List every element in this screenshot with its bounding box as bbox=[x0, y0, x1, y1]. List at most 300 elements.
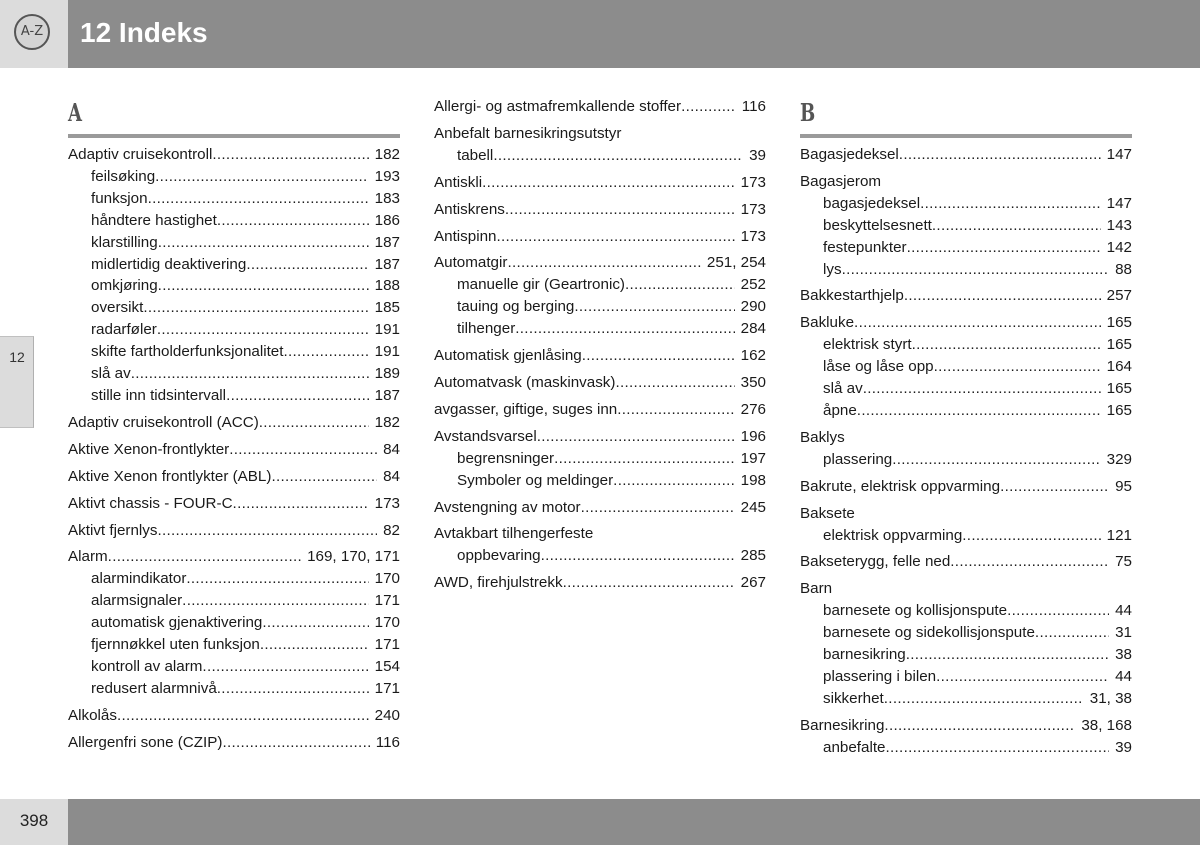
index-subentry[interactable] bbox=[68, 319, 400, 341]
entry-label: tilhenger bbox=[457, 320, 516, 338]
index-subentry[interactable] bbox=[68, 612, 400, 634]
dot-leader bbox=[131, 363, 369, 385]
page-ref: 285 bbox=[740, 547, 766, 565]
page-ref: 84 bbox=[383, 440, 400, 458]
dot-leader bbox=[857, 400, 1101, 422]
index-entry-main[interactable] bbox=[800, 171, 1132, 193]
index-entry-main[interactable] bbox=[800, 503, 1132, 525]
page-ref: 147 bbox=[1106, 146, 1132, 163]
page-ref: 267 bbox=[740, 574, 766, 592]
page-ref: 173 bbox=[740, 227, 766, 245]
entry-label: Aktive Xenon-frontlykter bbox=[68, 440, 230, 458]
dot-leader bbox=[932, 215, 1101, 237]
entry-label: plassering bbox=[823, 450, 893, 468]
index-subentry[interactable] bbox=[800, 259, 1132, 281]
page-ref: 182 bbox=[374, 413, 400, 431]
index-subentry[interactable] bbox=[68, 634, 400, 656]
index-entry bbox=[68, 412, 400, 434]
entry-label: Automatisk gjenlåsing bbox=[434, 347, 582, 365]
dot-leader bbox=[613, 470, 734, 492]
index-entry bbox=[68, 493, 400, 515]
dot-leader bbox=[884, 688, 1084, 710]
entry-label: Anbefalt barnesikringsutstyr bbox=[434, 124, 622, 142]
page-ref: 198 bbox=[740, 471, 766, 489]
index-subentry[interactable] bbox=[68, 656, 400, 678]
header-icon-box bbox=[0, 0, 68, 68]
entry-label: stille inn tidsintervall bbox=[91, 386, 227, 404]
entry-label: Antiskli bbox=[434, 173, 483, 191]
dot-leader bbox=[515, 318, 734, 340]
letter-heading-text: A bbox=[68, 98, 82, 127]
page-ref: 191 bbox=[374, 343, 400, 361]
index-entry-main[interactable] bbox=[434, 123, 766, 145]
page-ref: 193 bbox=[374, 167, 400, 185]
index-entry bbox=[434, 426, 766, 492]
dot-leader bbox=[904, 285, 1101, 307]
entry-label: Bagasjerom bbox=[800, 172, 882, 190]
entry-label: Aktivt fjernlys bbox=[68, 521, 158, 539]
page-ref: 191 bbox=[374, 321, 400, 339]
index-subentry[interactable] bbox=[434, 274, 766, 296]
index-entry-main[interactable] bbox=[800, 578, 1132, 600]
dot-leader bbox=[222, 732, 369, 754]
dot-leader bbox=[186, 568, 368, 590]
index-subentry[interactable] bbox=[800, 237, 1132, 259]
index-entry-main[interactable] bbox=[68, 144, 400, 166]
page-number-box bbox=[0, 799, 68, 845]
dot-leader bbox=[936, 666, 1109, 688]
dot-leader bbox=[625, 274, 735, 296]
index-subentry[interactable] bbox=[434, 545, 766, 567]
entry-label: Avstandsvarsel bbox=[434, 427, 537, 445]
entry-label: midlertidig deaktivering bbox=[91, 255, 247, 273]
entry-label: kontroll av alarm bbox=[91, 657, 203, 675]
index-entry bbox=[800, 285, 1132, 307]
index-entry-main[interactable] bbox=[800, 476, 1132, 498]
index-entry bbox=[434, 497, 766, 519]
index-entry bbox=[800, 144, 1132, 166]
dot-leader bbox=[892, 449, 1100, 471]
index-entry-main[interactable] bbox=[68, 546, 400, 568]
index-entry bbox=[68, 732, 400, 754]
entry-label: anbefalte bbox=[823, 738, 886, 756]
index-entry bbox=[800, 551, 1132, 573]
page-ref: 183 bbox=[374, 189, 400, 207]
dot-leader bbox=[217, 678, 369, 700]
index-subentry[interactable] bbox=[68, 590, 400, 612]
index-subentry[interactable] bbox=[800, 644, 1132, 666]
index-subentry[interactable] bbox=[434, 145, 766, 167]
entry-label: manuelle gir (Geartronic) bbox=[457, 276, 625, 294]
dot-leader bbox=[158, 275, 369, 297]
dot-leader bbox=[886, 737, 1110, 759]
dot-leader bbox=[1007, 600, 1109, 622]
index-entry-main[interactable] bbox=[434, 96, 766, 118]
index-entry bbox=[434, 345, 766, 367]
dot-leader bbox=[962, 525, 1100, 547]
dot-leader bbox=[271, 466, 377, 488]
index-subentry[interactable] bbox=[68, 210, 400, 232]
page-ref: 171 bbox=[374, 636, 400, 654]
dot-leader bbox=[899, 144, 1101, 166]
page-ref: 350 bbox=[740, 373, 766, 391]
dot-leader bbox=[202, 656, 368, 678]
index-entry bbox=[800, 171, 1132, 281]
chapter-tab-label: 12 bbox=[9, 349, 25, 365]
index-subentry[interactable] bbox=[68, 254, 400, 276]
letter-heading-text: B bbox=[800, 98, 816, 127]
entry-label: Allergenfri sone (CZIP) bbox=[68, 733, 223, 751]
letter-heading bbox=[800, 96, 1132, 138]
index-subentry[interactable] bbox=[68, 568, 400, 590]
page-ref: 39 bbox=[749, 146, 766, 164]
entry-label: Adaptiv cruisekontroll bbox=[68, 146, 213, 163]
entry-label: slå av bbox=[823, 380, 863, 398]
index-subentry[interactable] bbox=[68, 385, 400, 407]
entry-label: Avtakbart tilhengerfeste bbox=[434, 525, 594, 543]
index-entry-main[interactable] bbox=[68, 412, 400, 434]
index-subentry[interactable] bbox=[800, 737, 1132, 759]
index-entry-main[interactable] bbox=[68, 705, 400, 727]
index-subentry[interactable] bbox=[800, 356, 1132, 378]
page-ref: 164 bbox=[1106, 358, 1132, 376]
entry-label: automatisk gjenaktivering bbox=[91, 614, 263, 632]
entry-label: låse og låse opp bbox=[823, 358, 934, 376]
index-subentry[interactable] bbox=[800, 449, 1132, 471]
index-entry-main[interactable] bbox=[434, 199, 766, 221]
dot-leader bbox=[226, 385, 369, 407]
entry-label: håndtere hastighet bbox=[91, 211, 217, 229]
page-ref: 188 bbox=[374, 277, 400, 295]
page-title: 12 Indeks bbox=[80, 17, 208, 48]
index-entry bbox=[68, 705, 400, 727]
index-entry-main[interactable] bbox=[434, 426, 766, 448]
index-entry bbox=[434, 523, 766, 567]
page-ref: 44 bbox=[1115, 667, 1132, 685]
page-ref: 84 bbox=[383, 467, 400, 485]
entry-label: Automatgir bbox=[434, 254, 508, 272]
index-entry-main[interactable] bbox=[800, 312, 1132, 334]
page-ref: 165 bbox=[1106, 314, 1132, 332]
page-footer bbox=[0, 799, 1200, 845]
letter-heading bbox=[68, 96, 400, 138]
entry-label: Bakrute, elektrisk oppvarming bbox=[800, 477, 1001, 495]
index-subentry[interactable] bbox=[68, 363, 400, 385]
dot-leader bbox=[283, 341, 368, 363]
page-ref: 186 bbox=[374, 211, 400, 229]
index-entry-main[interactable] bbox=[68, 466, 400, 488]
index-entry-main[interactable] bbox=[68, 439, 400, 461]
page-ref: 185 bbox=[374, 299, 400, 317]
index-entry-main[interactable] bbox=[800, 285, 1132, 307]
entry-label: barnesikring bbox=[823, 646, 906, 664]
page-header bbox=[0, 0, 1200, 68]
entry-label: beskyttelsesnett bbox=[823, 216, 932, 234]
index-entry-main[interactable] bbox=[68, 520, 400, 542]
page-ref: 39 bbox=[1115, 738, 1132, 756]
entry-label: alarmsignaler bbox=[91, 592, 183, 610]
entry-label: funksjon bbox=[91, 189, 148, 207]
entry-label: oppbevaring bbox=[457, 547, 541, 565]
entry-label: Baksete bbox=[800, 504, 855, 522]
dot-leader bbox=[563, 572, 735, 594]
dot-leader bbox=[541, 545, 735, 567]
entry-label: radarføler bbox=[91, 321, 157, 339]
page-ref: 31, 38 bbox=[1089, 689, 1132, 707]
dot-leader bbox=[574, 296, 734, 318]
entry-label: Adaptiv cruisekontroll (ACC) bbox=[68, 413, 259, 431]
dot-leader bbox=[108, 546, 301, 568]
page-ref: 276 bbox=[740, 400, 766, 418]
entry-label: festepunkter bbox=[823, 238, 907, 256]
page-ref: 38, 168 bbox=[1081, 716, 1132, 734]
dot-leader bbox=[582, 345, 735, 367]
entry-label: Symboler og meldinger bbox=[457, 471, 614, 489]
dot-leader bbox=[907, 237, 1101, 259]
entry-label: Bakkestarthjelp bbox=[800, 287, 904, 305]
page-ref: 143 bbox=[1106, 216, 1132, 234]
page-ref: 95 bbox=[1115, 477, 1132, 495]
entry-label: elektrisk oppvarming bbox=[823, 526, 963, 544]
entry-label: omkjøring bbox=[91, 277, 158, 295]
page-ref: 44 bbox=[1115, 602, 1132, 620]
page-ref: 170 bbox=[374, 570, 400, 588]
dot-leader bbox=[496, 226, 734, 248]
page-ref: 240 bbox=[374, 706, 400, 724]
index-subentry[interactable] bbox=[68, 232, 400, 254]
index-subentry[interactable] bbox=[68, 166, 400, 188]
index-entry bbox=[68, 466, 400, 488]
page-ref: 142 bbox=[1106, 238, 1132, 256]
dot-leader bbox=[182, 590, 368, 612]
index-entry-main[interactable] bbox=[434, 572, 766, 594]
chapter-tab[interactable] bbox=[0, 336, 34, 428]
entry-label: Bakseterygg, felle ned bbox=[800, 553, 951, 571]
page-ref: 75 bbox=[1115, 553, 1132, 571]
dot-leader bbox=[505, 199, 735, 221]
index-subentry[interactable] bbox=[434, 318, 766, 340]
dot-leader bbox=[217, 210, 369, 232]
index-subentry[interactable] bbox=[434, 470, 766, 492]
index-entry bbox=[434, 252, 766, 340]
index-subentry[interactable] bbox=[800, 666, 1132, 688]
entry-label: klarstilling bbox=[91, 233, 158, 251]
page-ref: 165 bbox=[1106, 336, 1132, 354]
dot-leader bbox=[157, 319, 369, 341]
index-entry-main[interactable] bbox=[800, 144, 1132, 166]
page-ref: 251, 254 bbox=[706, 254, 766, 272]
page-ref: 173 bbox=[740, 200, 766, 218]
dot-leader bbox=[863, 378, 1101, 400]
index-subentry[interactable] bbox=[800, 400, 1132, 422]
page-ref: 116 bbox=[741, 98, 766, 115]
page-ref: 290 bbox=[740, 298, 766, 316]
index-entry-main[interactable] bbox=[434, 497, 766, 519]
entry-label: Antispinn bbox=[434, 227, 497, 245]
page-ref: 196 bbox=[740, 427, 766, 445]
index-column-middle bbox=[434, 96, 766, 594]
entry-label: skifte fartholderfunksjonalitet bbox=[91, 343, 284, 361]
page-ref: 116 bbox=[375, 733, 400, 751]
entry-label: barnesete og kollisjonspute bbox=[823, 602, 1008, 620]
dot-leader bbox=[842, 259, 1110, 281]
index-subentry[interactable] bbox=[68, 341, 400, 363]
index-entry bbox=[800, 312, 1132, 422]
index-subentry[interactable] bbox=[800, 622, 1132, 644]
index-entry-main[interactable] bbox=[434, 226, 766, 248]
index-entry bbox=[434, 372, 766, 394]
entry-label: åpne bbox=[823, 401, 857, 419]
dot-leader bbox=[262, 612, 368, 634]
entry-label: sikkerhet bbox=[823, 689, 884, 707]
index-entry-main[interactable] bbox=[434, 399, 766, 421]
entry-label: barnesete og sidekollisjonspute bbox=[823, 624, 1035, 642]
page-ref: 173 bbox=[740, 173, 766, 191]
index-column-a bbox=[68, 96, 400, 754]
index-entry-main[interactable] bbox=[434, 372, 766, 394]
dot-leader bbox=[854, 312, 1101, 334]
dot-leader bbox=[681, 96, 736, 118]
index-entry bbox=[800, 715, 1132, 759]
page-ref: 82 bbox=[383, 521, 400, 539]
index-entry bbox=[68, 520, 400, 542]
page-ref: 171 bbox=[374, 592, 400, 610]
entry-label: Bagasjedeksel bbox=[800, 146, 899, 163]
index-entry bbox=[68, 144, 400, 407]
page-ref: 257 bbox=[1106, 287, 1132, 305]
page-ref: 187 bbox=[374, 386, 400, 404]
entry-label: Alarm bbox=[68, 548, 108, 566]
page-ref: 187 bbox=[374, 255, 400, 273]
index-entry-main[interactable] bbox=[434, 523, 766, 545]
index-subentry[interactable] bbox=[800, 688, 1132, 710]
index-entry bbox=[68, 439, 400, 461]
index-column-b bbox=[800, 96, 1132, 759]
index-subentry[interactable] bbox=[800, 215, 1132, 237]
entry-label: alarmindikator bbox=[91, 570, 187, 588]
entry-label: Aktive Xenon frontlykter (ABL) bbox=[68, 467, 272, 485]
dot-leader bbox=[507, 252, 700, 274]
index-entry-main[interactable] bbox=[434, 345, 766, 367]
dot-leader bbox=[1035, 622, 1109, 644]
index-entry-main[interactable] bbox=[800, 715, 1132, 737]
index-entry bbox=[800, 503, 1132, 547]
index-entry bbox=[434, 123, 766, 167]
dot-leader bbox=[912, 334, 1101, 356]
index-entry bbox=[800, 476, 1132, 498]
entry-label: Barn bbox=[800, 580, 833, 598]
dot-leader bbox=[157, 520, 377, 542]
index-entry-main[interactable] bbox=[434, 172, 766, 194]
entry-label: AWD, firehjulstrekk bbox=[434, 574, 563, 592]
dot-leader bbox=[155, 166, 369, 188]
entry-label: begrensninger bbox=[457, 449, 555, 467]
index-entry bbox=[434, 399, 766, 421]
index-subentry[interactable] bbox=[800, 378, 1132, 400]
index-subentry[interactable] bbox=[800, 600, 1132, 622]
entry-label: fjernnøkkel uten funksjon bbox=[91, 636, 260, 654]
entry-label: Automatvask (maskinvask) bbox=[434, 373, 616, 391]
dot-leader bbox=[259, 412, 369, 434]
entry-label: Baklys bbox=[800, 428, 845, 446]
index-entry-main[interactable] bbox=[68, 732, 400, 754]
index-entry bbox=[800, 427, 1132, 471]
index-entry-main[interactable] bbox=[68, 493, 400, 515]
page-ref: 252 bbox=[740, 276, 766, 294]
page-ref: 169, 170, 171 bbox=[307, 548, 400, 566]
index-subentry[interactable] bbox=[68, 297, 400, 319]
entry-label: oversikt bbox=[91, 299, 144, 317]
entry-label: feilsøking bbox=[91, 167, 156, 185]
dot-leader bbox=[482, 172, 735, 194]
page-ref: 121 bbox=[1106, 526, 1132, 544]
page-ref: 162 bbox=[740, 347, 766, 365]
page-ref: 165 bbox=[1106, 401, 1132, 419]
dot-leader bbox=[229, 439, 377, 461]
index-entry bbox=[434, 199, 766, 221]
index-subentry[interactable] bbox=[800, 334, 1132, 356]
entry-label: lys bbox=[823, 260, 842, 278]
dot-leader bbox=[615, 372, 734, 394]
dot-leader bbox=[158, 232, 369, 254]
dot-leader bbox=[950, 551, 1109, 573]
dot-leader bbox=[920, 193, 1101, 215]
page-ref: 182 bbox=[374, 146, 400, 163]
page-ref: 38 bbox=[1115, 646, 1132, 664]
index-entry-main[interactable] bbox=[434, 252, 766, 274]
index-subentry[interactable] bbox=[434, 296, 766, 318]
page-ref: 165 bbox=[1106, 380, 1132, 398]
entry-label: Alkolås bbox=[68, 706, 117, 724]
index-subentry[interactable] bbox=[68, 678, 400, 700]
page-ref: 173 bbox=[374, 494, 400, 512]
dot-leader bbox=[617, 399, 734, 421]
dot-leader bbox=[212, 144, 368, 166]
index-entry-main[interactable] bbox=[800, 427, 1132, 449]
entry-label: plassering i bilen bbox=[823, 667, 937, 685]
page-ref: 245 bbox=[740, 498, 766, 516]
page-ref: 154 bbox=[374, 657, 400, 675]
index-subentry[interactable] bbox=[68, 275, 400, 297]
dot-leader bbox=[934, 356, 1101, 378]
entry-label: tabell bbox=[457, 146, 494, 164]
entry-label: tauing og berging bbox=[457, 298, 575, 316]
index-entry-main[interactable] bbox=[800, 551, 1132, 573]
page-ref: 284 bbox=[740, 320, 766, 338]
index-subentry[interactable] bbox=[800, 525, 1132, 547]
dot-leader bbox=[1000, 476, 1109, 498]
entry-label: Avstengning av motor bbox=[434, 498, 581, 516]
dot-leader bbox=[233, 493, 369, 515]
dot-leader bbox=[554, 448, 735, 470]
page-ref: 171 bbox=[374, 679, 400, 697]
page-ref: 88 bbox=[1115, 260, 1132, 278]
entry-label: slå av bbox=[91, 365, 131, 383]
dot-leader bbox=[143, 297, 368, 319]
dot-leader bbox=[260, 634, 369, 656]
dot-leader bbox=[537, 426, 735, 448]
dot-leader bbox=[493, 145, 743, 167]
dot-leader bbox=[884, 715, 1075, 737]
dot-leader bbox=[581, 497, 735, 519]
index-subentry[interactable] bbox=[800, 193, 1132, 215]
entry-label: redusert alarmnivå bbox=[91, 679, 217, 697]
index-entry bbox=[800, 578, 1132, 709]
entry-label: bagasjedeksel bbox=[823, 194, 921, 212]
index-subentry[interactable] bbox=[68, 188, 400, 210]
index-subentry[interactable] bbox=[434, 448, 766, 470]
index-entry bbox=[434, 172, 766, 194]
